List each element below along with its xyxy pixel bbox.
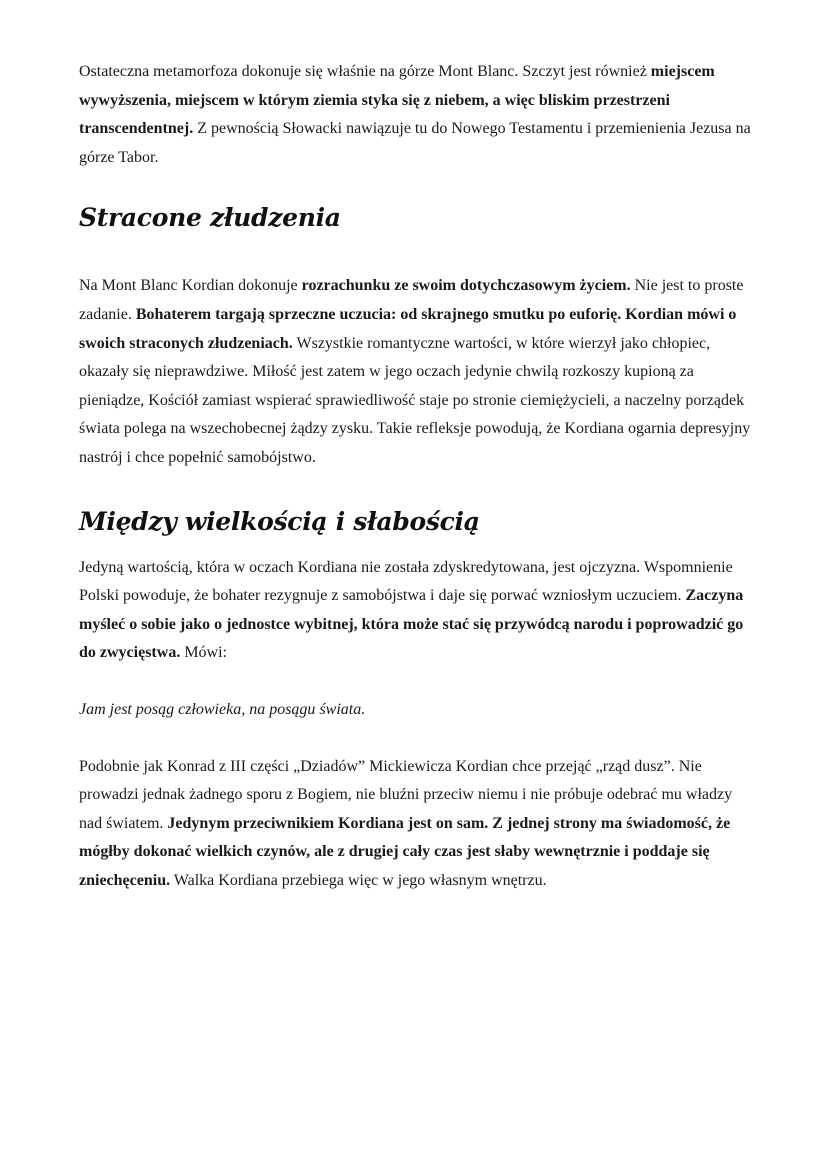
greatness-paragraph [79, 554, 759, 668]
lost-illusions-paragraph [79, 272, 759, 472]
intro-paragraph [79, 58, 759, 172]
text-run: Wszystkie romantyczne wartości, w które wierzył jako chłopiec, okazały się nieprawdziwe. Miłość jest zatem w jego oczach jedynie chwilą rozkoszy kupioną za pieniądze, Kościół zamiast wspierać sprawiedliwość staje po stronie ciemiężycieli, a naczelny porządek świata polega na wszechobecnej żądzy zysku. Takie refleksje powodują, że Kordiana ogarnia depresyjny nastrój i chce popełnić samobójstwo. [79, 334, 751, 466]
text-run: Na Mont Blanc Kordian dokonuje [79, 277, 302, 295]
text-run: Walka Kordiana przebiega więc w jego własnym wnętrzu. [170, 871, 547, 889]
conclusion-paragraph [79, 753, 759, 896]
text-run: Nie jest to proste zadanie. [79, 277, 744, 323]
text-run: Podobnie jak Konrad z III części „Dziadów” Mickiewicza Kordian chce przejąć „rząd dusz”. Nie prowadzi jednak żadnego sporu z Bogiem, nie bluźni przeciw niemu i nie próbuje odebrać mu władzy nad światem. [79, 757, 733, 832]
bold-text-run: Jedynym przeciwnikiem Kordiana jest on sam. Z jednej strony ma świadomość, że mógłby dokonać wielkich czynów, ale z drugiej cały czas jest słaby wewnętrznie i poddaje się zniechęceniu. [79, 814, 731, 889]
text-run: Jedyną wartością, która w oczach Kordiana nie została zdyskredytowana, jest ojczyzna. Wspomnienie Polski powoduje, że bohater rezygnuje z samobójstwa i daje się porwać wzniosłym uczuciem. [79, 558, 733, 605]
bold-text-run: Bohaterem targają sprzeczne uczucia: od skrajnego smutku po euforię. Kordian mówi o swoich straconych złudzeniach. [79, 305, 737, 352]
heading-lost-illusions: Stracone złudzenia [79, 203, 341, 233]
document-page [79, 58, 759, 895]
heading-greatness-weakness: Między wielkością i słabością [79, 506, 480, 536]
quote-line: Jam jest posąg człowieka, na posągu świata. [79, 700, 366, 718]
bold-text-run: miejscem wywyższenia, miejscem w którym ziemia styka się z niebem, a więc bliskim przestrzeni transcendentnej. [79, 63, 715, 138]
bold-text-run: Zaczyna myśleć o sobie jako o jednostce wybitnej, która może stać się przywódcą narodu i poprowadzić go do zwycięstwa. [79, 587, 744, 662]
text-run: Z pewnością Słowacki nawiązuje tu do Nowego Testamentu i przemienienia Jezusa na górze Tabor. [79, 120, 751, 166]
text-run: Mówi: [180, 644, 227, 662]
text-run: Ostateczna metamorfoza dokonuje się właśnie na górze Mont Blanc. Szczyt jest również [79, 63, 651, 80]
bold-text-run: rozrachunku ze swoim dotychczasowym życiem. [301, 277, 631, 295]
